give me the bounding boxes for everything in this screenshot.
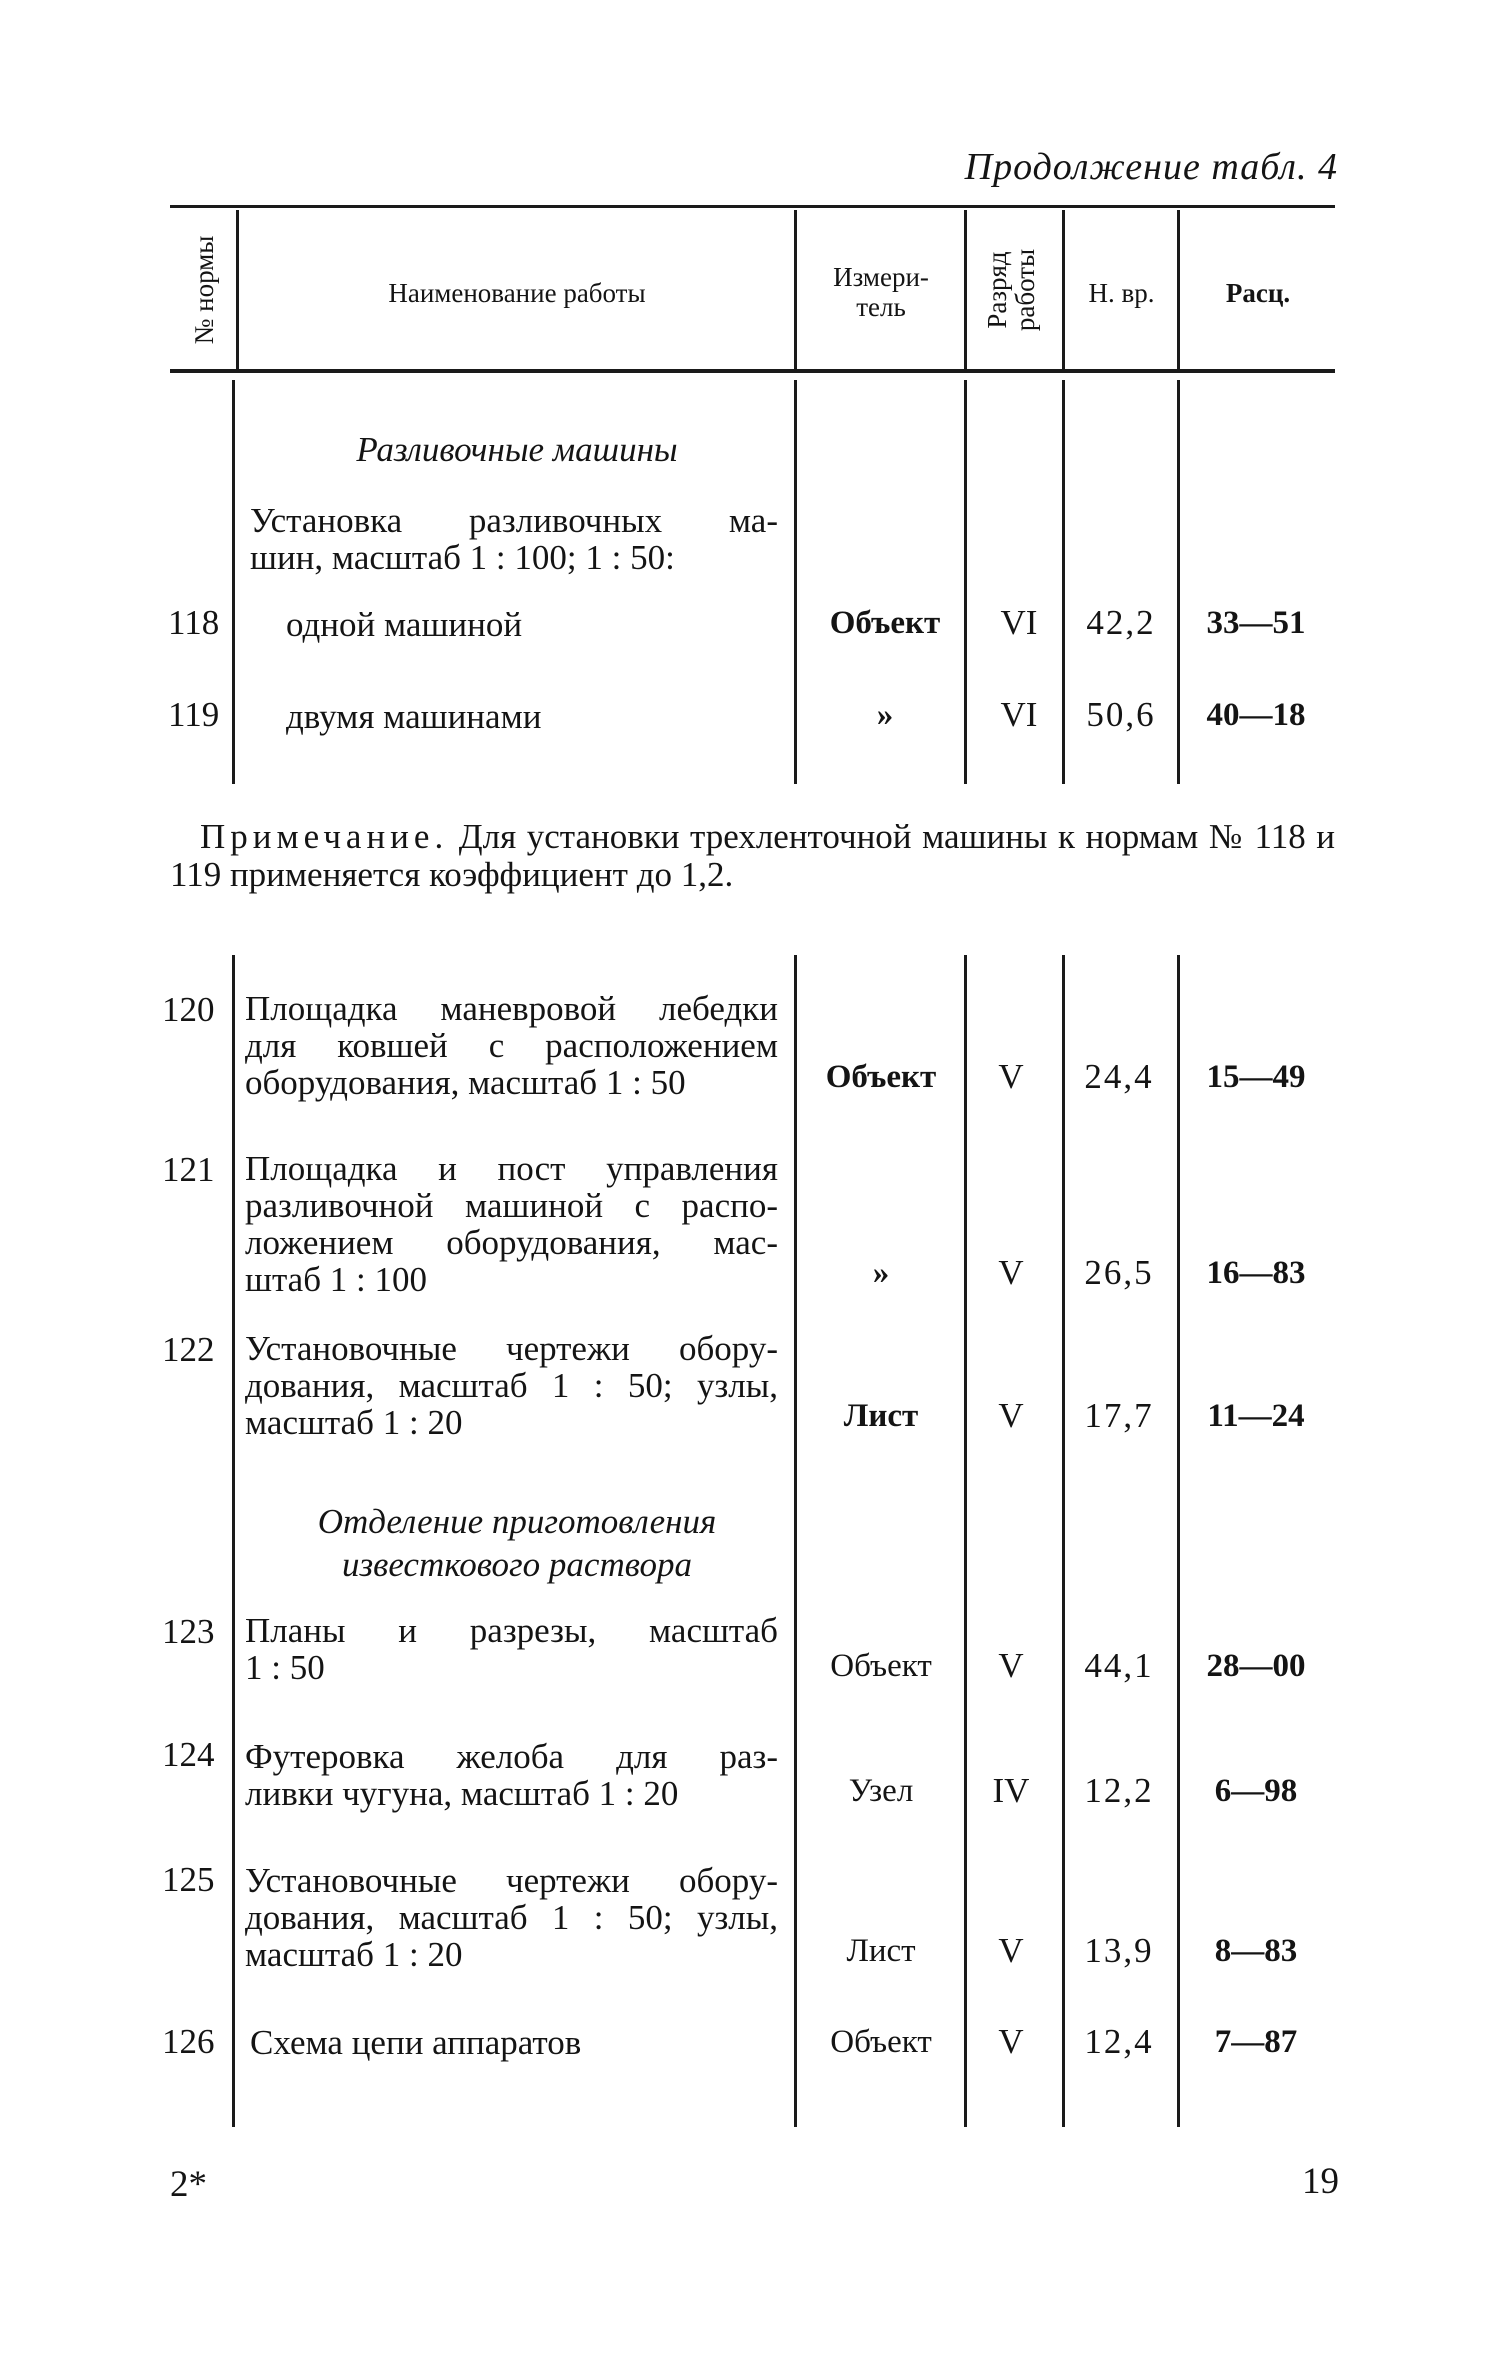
row-work-name-line: масштаб 1 : 20 <box>245 1935 463 1974</box>
row-time: 24,4 <box>1084 1057 1154 1096</box>
row-price: 16—83 <box>1206 1255 1306 1291</box>
row-work-name <box>245 1150 778 1298</box>
row-work-name-line: ложением оборудования, мас- <box>245 1223 778 1262</box>
row-unit: » <box>872 1255 890 1291</box>
row-grade: VI <box>1000 695 1038 734</box>
header-top-rule <box>170 205 1335 208</box>
row-work-name-line: для ковшей с расположением <box>245 1026 778 1065</box>
row-norm-number: 118 <box>168 603 220 642</box>
row-work-name-line: Площадка и пост управления <box>245 1149 778 1188</box>
header-unit-line2: тель <box>856 292 906 322</box>
section-intro-line: шин, масштаб 1 : 100; 1 : 50: <box>250 538 675 577</box>
block2-divider <box>794 955 797 2127</box>
row-price: 8—83 <box>1214 1933 1298 1969</box>
table-continuation-title: Продолжение табл. 4 <box>964 146 1338 188</box>
row-unit: Объект <box>830 1648 932 1684</box>
row-work-name-line: оборудования, масштаб 1 : 50 <box>245 1063 686 1102</box>
header-grade <box>983 227 1043 353</box>
block1-divider <box>964 380 967 784</box>
row-work-name-line: дования, масштаб 1 : 50; узлы, <box>245 1366 778 1405</box>
row-unit: Узел <box>848 1773 914 1809</box>
row-work-name-line: ливки чугуна, масштаб 1 : 20 <box>245 1774 679 1813</box>
row-price: 33—51 <box>1206 605 1306 641</box>
row-unit: Объект <box>830 2024 932 2060</box>
row-norm-number: 126 <box>162 2022 215 2061</box>
row-work-name <box>245 1612 778 1686</box>
row-grade: V <box>998 1646 1024 1685</box>
section-intro <box>250 502 778 576</box>
row-price: 7—87 <box>1214 2024 1298 2060</box>
header-divider <box>1177 210 1180 370</box>
row-price: 6—98 <box>1214 1773 1298 1809</box>
row-time: 12,4 <box>1084 2022 1154 2061</box>
section-title: Разливочные машины <box>356 430 678 469</box>
row-grade: V <box>998 1396 1024 1435</box>
row-price: 15—49 <box>1206 1059 1306 1095</box>
header-time: Н. вр. <box>1088 278 1155 308</box>
row-time: 26,5 <box>1084 1253 1154 1292</box>
row-price: 40—18 <box>1206 697 1306 733</box>
header-divider <box>794 210 797 370</box>
table-note-label: Примечание. <box>200 817 449 856</box>
row-time: 44,1 <box>1084 1646 1154 1685</box>
section-title <box>240 1500 794 1586</box>
header-grade-line1: Разряд <box>982 251 1012 329</box>
header-norm-number: № нормы <box>189 235 219 345</box>
header-divider <box>236 210 239 370</box>
section-intro-line: Установка разливочных ма- <box>250 501 778 540</box>
row-grade: IV <box>992 1771 1030 1810</box>
row-grade: V <box>998 1931 1024 1970</box>
table-note <box>170 818 1335 894</box>
row-work-name <box>245 990 778 1101</box>
section-title-line: Отделение приготовления <box>317 1502 717 1541</box>
row-time: 17,7 <box>1084 1396 1154 1435</box>
row-work-name <box>245 1738 778 1812</box>
table-note-text: Для установки трехленточной машины к нормам № 118 и 119 применяется коэффициент до 1,2. <box>170 817 1335 894</box>
header-work-name: Наименование работы <box>388 278 646 308</box>
row-grade: V <box>998 1057 1024 1096</box>
row-unit: » <box>876 697 894 733</box>
row-work-name-line: Установочные чертежи обору- <box>245 1329 778 1368</box>
header-grade-line2: работы <box>1010 248 1040 332</box>
row-work-name <box>245 1330 778 1441</box>
row-work-name: двумя машинами <box>286 697 542 736</box>
row-time: 12,2 <box>1084 1771 1154 1810</box>
block2-divider <box>1177 955 1180 2127</box>
header-divider <box>964 210 967 370</box>
row-price: 28—00 <box>1206 1648 1306 1684</box>
row-grade: V <box>998 1253 1024 1292</box>
row-price: 11—24 <box>1207 1398 1305 1434</box>
section-title-line: известкового раствора <box>342 1545 692 1584</box>
block1-divider <box>232 380 235 784</box>
block2-divider <box>232 955 235 2127</box>
row-work-name-line: дования, масштаб 1 : 50; узлы, <box>245 1898 778 1937</box>
row-work-name-line: 1 : 50 <box>245 1648 325 1687</box>
row-time: 50,6 <box>1086 695 1156 734</box>
row-work-name-line: штаб 1 : 100 <box>245 1260 427 1299</box>
row-unit: Лист <box>846 1933 916 1969</box>
row-norm-number: 124 <box>162 1735 215 1774</box>
row-work-name-line: масштаб 1 : 20 <box>245 1403 463 1442</box>
row-time: 13,9 <box>1084 1931 1154 1970</box>
row-unit: Лист <box>843 1398 919 1434</box>
row-work-name-line: Площадка маневровой лебедки <box>245 989 778 1028</box>
block1-divider <box>794 380 797 784</box>
header-price: Расц. <box>1225 278 1291 308</box>
row-grade: VI <box>1000 603 1038 642</box>
signature-mark: 2* <box>170 2164 207 2205</box>
row-unit: Объект <box>825 1059 937 1095</box>
row-time: 42,2 <box>1086 603 1156 642</box>
header-unit-line1: Измери- <box>833 262 929 292</box>
page-number: 19 <box>1302 2161 1339 2202</box>
row-norm-number: 119 <box>168 695 220 734</box>
row-grade: V <box>998 2022 1024 2061</box>
header-divider <box>1062 210 1065 370</box>
row-work-name-line: Установочные чертежи обору- <box>245 1861 778 1900</box>
block1-divider <box>1177 380 1180 784</box>
row-norm-number: 122 <box>162 1330 215 1369</box>
row-work-name-line: Планы и разрезы, масштаб <box>245 1611 778 1650</box>
row-norm-number: 120 <box>162 990 215 1029</box>
row-norm-number: 125 <box>162 1860 215 1899</box>
row-work-name <box>245 1862 778 1973</box>
row-unit: Объект <box>829 605 941 641</box>
row-work-name-line: Футеровка желоба для раз- <box>245 1737 778 1776</box>
header-unit <box>798 262 964 322</box>
row-work-name-line: разливочной машиной с распо- <box>245 1186 778 1225</box>
row-work-name: Схема цепи аппаратов <box>250 2023 582 2062</box>
row-work-name: одной машиной <box>286 605 523 644</box>
row-norm-number: 121 <box>162 1150 215 1189</box>
header-bottom-rule <box>170 369 1335 373</box>
row-norm-number: 123 <box>162 1612 215 1651</box>
